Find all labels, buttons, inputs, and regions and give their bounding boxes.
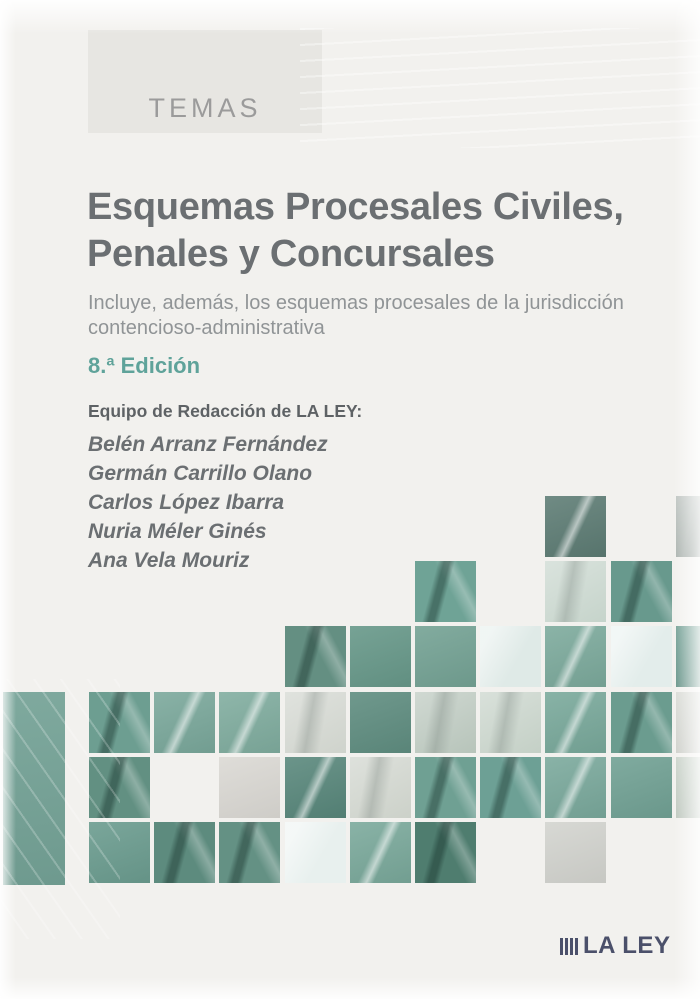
mosaic-cell (611, 561, 672, 622)
publisher-bars-icon (560, 938, 580, 955)
publisher-logo (560, 934, 670, 958)
author-name: Carlos López Ibarra (88, 491, 285, 514)
book-subtitle-line2: contencioso-administrativa (88, 317, 325, 339)
mosaic-cell (480, 757, 541, 818)
mosaic-cell (219, 822, 280, 883)
series-label-box (88, 30, 322, 133)
mosaic-cell (545, 692, 606, 753)
mosaic-cell (154, 822, 215, 883)
publisher-logo-text: LA LEY (583, 932, 671, 959)
mosaic-cell (676, 496, 700, 557)
mosaic-cell (611, 626, 672, 687)
mosaic-left-bar (3, 692, 65, 885)
book-subtitle-line1: Incluye, además, los esquemas procesales de la jurisdicción (88, 292, 624, 314)
mosaic-cell (545, 496, 606, 557)
author-name: Germán Carrillo Olano (88, 462, 313, 485)
mosaic-cell (480, 626, 541, 687)
mosaic-cell (676, 626, 700, 687)
mosaic-cell (676, 692, 700, 753)
mosaic-cell (611, 692, 672, 753)
mosaic-cell (285, 692, 346, 753)
mosaic-cell (415, 626, 476, 687)
mosaic-cell (89, 692, 150, 753)
editorial-team-label: Equipo de Redacción de LA LEY: (88, 401, 363, 421)
authors-list (88, 430, 328, 575)
mosaic-cell (545, 626, 606, 687)
mosaic-cell (480, 692, 541, 753)
book-title (87, 184, 647, 278)
mosaic-cell (285, 757, 346, 818)
mosaic-cell (219, 757, 280, 818)
author-name: Nuria Méler Ginés (88, 520, 267, 543)
shrinkwrap-streaks-top (300, 28, 700, 148)
mosaic-cell (611, 757, 672, 818)
series-label: TEMAS (148, 93, 262, 123)
mosaic-cell (89, 757, 150, 818)
mosaic-cell (415, 822, 476, 883)
mosaic-cell (545, 561, 606, 622)
mosaic-cell (545, 757, 606, 818)
edition-label: 8.ª Edición (88, 353, 201, 378)
book-subtitle (88, 291, 628, 341)
author-name: Belén Arranz Fernández (88, 433, 328, 456)
mosaic-cell (676, 757, 700, 818)
mosaic-cell (285, 822, 346, 883)
mosaic-cell (415, 561, 476, 622)
mosaic-cell (285, 626, 346, 687)
mosaic-cell (350, 626, 411, 687)
mosaic-cell (89, 822, 150, 883)
mosaic-cell (154, 692, 215, 753)
mosaic-cell (350, 822, 411, 883)
mosaic-cell (350, 692, 411, 753)
book-title-line2: Penales y Concursales (87, 233, 495, 275)
mosaic-cell (545, 822, 606, 883)
author-name: Ana Vela Mouriz (88, 549, 250, 572)
mosaic-cell (350, 757, 411, 818)
book-title-line1: Esquemas Procesales Civiles, (87, 186, 624, 228)
mosaic-cell (415, 757, 476, 818)
mosaic-cell (415, 692, 476, 753)
mosaic-cell (219, 692, 280, 753)
shrinkwrap-glare-top (0, 0, 700, 34)
shrinkwrap-glare-bottom (0, 977, 700, 999)
